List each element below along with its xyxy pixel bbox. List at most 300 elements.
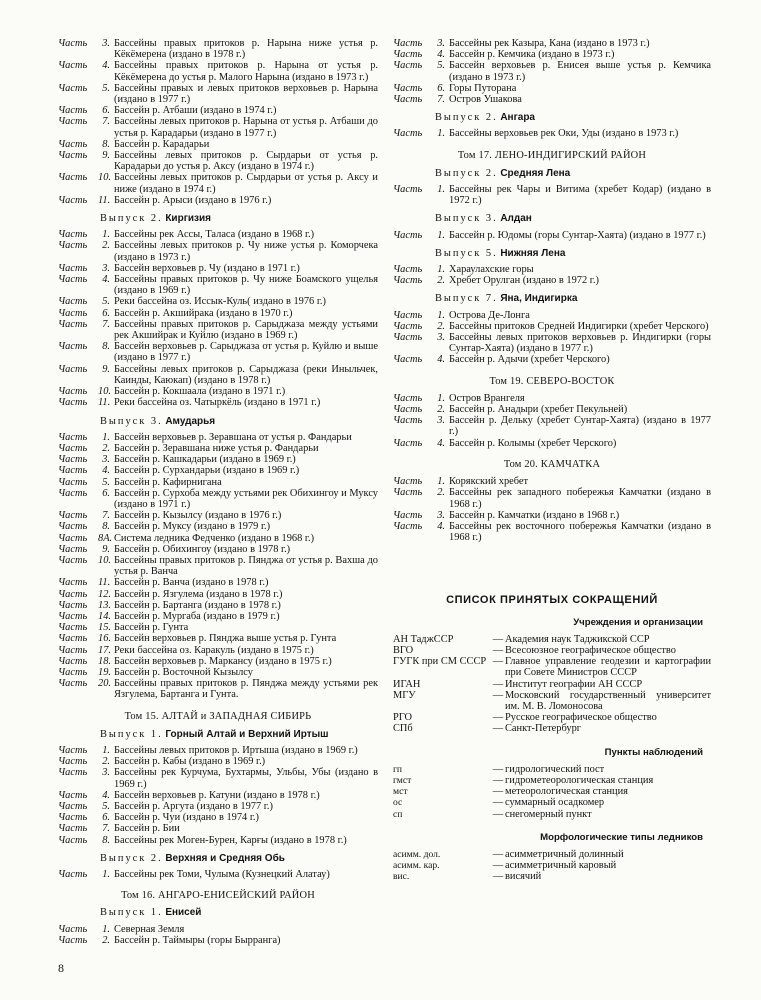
part-label: Часть (58, 38, 88, 49)
part-entry (58, 274, 378, 296)
part-label: Часть (58, 599, 88, 611)
abbreviation-row (393, 860, 711, 871)
part-entry (393, 230, 711, 241)
abbreviation: ИГАН (393, 678, 421, 690)
part-number: 8А. (98, 532, 113, 544)
abbreviation-definition: метеорологическая станция (505, 786, 628, 798)
abbreviation-row (393, 656, 711, 678)
abbreviation-dash: — (492, 689, 504, 701)
parts-list (393, 476, 711, 543)
abbreviation: вис. (393, 871, 410, 883)
parts-list (58, 229, 378, 408)
part-label: Часть (58, 923, 88, 935)
parts-list (393, 310, 711, 366)
part-entry (58, 645, 378, 656)
parts-list (393, 38, 711, 105)
part-number: 3. (102, 767, 110, 779)
part-number: 4. (102, 789, 110, 801)
part-label: Часть (58, 678, 88, 690)
part-number: 11. (98, 194, 111, 206)
part-label: Часть (58, 397, 88, 409)
part-number: 6. (102, 487, 110, 499)
volume-heading: Том 15. АЛТАЙ и ЗАПАДНАЯ СИБИРЬ (124, 710, 312, 722)
part-text: Бассейн р. Кафирнигана (114, 476, 222, 488)
issue-heading: Выпуск 2. Ангара (435, 112, 535, 124)
part-number: 9. (102, 150, 110, 162)
part-text: Корякский хребет (449, 476, 529, 488)
part-label: Часть (58, 633, 88, 645)
part-entry (58, 600, 378, 611)
part-entry (58, 533, 378, 544)
part-number: 1. (437, 128, 445, 140)
part-number: 8. (102, 521, 110, 533)
part-text: Бассейн р. Юдомы (горы Сунтар-Хаята) (издано в 1977 г.) (449, 229, 706, 241)
abbreviation-definition: висячий (505, 871, 542, 883)
part-text: Бассейн р. Анадыри (хребет Пекульней) (449, 404, 628, 416)
part-entry (58, 386, 378, 397)
part-number: 15. (98, 622, 111, 634)
abbreviation-dash: — (492, 797, 504, 809)
abbreviation-row (393, 764, 711, 775)
part-number: 3. (437, 415, 445, 427)
part-entry (58, 432, 378, 443)
part-entry (58, 790, 378, 801)
part-label: Часть (58, 116, 88, 128)
part-label: Часть (58, 465, 88, 477)
part-number: 6. (102, 812, 110, 824)
part-text: Острова Де-Лонга (449, 309, 530, 321)
part-number: 4. (437, 49, 445, 61)
parts-list (58, 432, 378, 701)
part-number: 2. (437, 275, 445, 287)
part-label: Часть (58, 431, 88, 443)
part-number: 7. (102, 510, 110, 522)
issue-heading: Выпуск 1. Горный Алтай и Верхний Иртыш (100, 728, 329, 740)
part-label: Часть (58, 363, 88, 375)
part-text: Бассейны левых притоков р. Сырдарьи от устья р. Карадарьи до устья р. Аксу (издано в 1974 г.) (114, 150, 378, 173)
parts-list (58, 869, 378, 880)
part-label: Часть (58, 577, 88, 589)
part-label: Часть (58, 138, 88, 150)
part-entry (58, 633, 378, 644)
abbreviation: ВГО (393, 644, 414, 656)
part-text: Бассейн верховьев р. Пянджа выше устья р. Гунта (114, 633, 337, 645)
part-text: Реки бассейна оз. Иссык-Куль( издано в 1976 г.) (114, 296, 326, 308)
abbreviation-dash: — (492, 712, 504, 724)
abbreviation-dash: — (492, 723, 504, 735)
abbreviation-row (393, 645, 711, 656)
part-text: Бассейн р. Кабы (издано в 1969 г.) (114, 756, 266, 768)
part-number: 8. (102, 138, 110, 150)
abbreviation-definition: суммарный осадкомер (505, 797, 605, 809)
part-number: 10. (98, 172, 111, 184)
part-label: Часть (58, 744, 88, 756)
part-entry (393, 275, 711, 286)
abbreviation-dash: — (492, 860, 504, 872)
part-entry (58, 656, 378, 667)
part-text: Бассейн р. Адычи (хребет Черского) (449, 354, 610, 366)
abbreviation-definition: Русское географическое общество (505, 712, 657, 724)
part-entry (393, 404, 711, 415)
part-label: Часть (58, 869, 88, 881)
abbreviation-definition: снегомерный пункт (505, 808, 592, 820)
part-entry (58, 521, 378, 532)
parts-list (393, 184, 711, 206)
part-number: 7. (102, 823, 110, 835)
part-text: Хараулахские горы (449, 264, 534, 276)
part-label: Часть (393, 392, 423, 404)
abbreviation: ГУГК при СМ СССР (393, 656, 487, 668)
part-number: 9. (102, 543, 110, 555)
part-number: 4. (102, 274, 110, 286)
part-label: Часть (393, 320, 423, 332)
part-entry (58, 296, 378, 307)
abbreviation-dash: — (492, 644, 504, 656)
part-label: Часть (58, 105, 88, 117)
part-entry (393, 83, 711, 94)
abbreviations-list (393, 849, 711, 883)
part-text: Бассейны левых притоков р. Сырдарьи от устья р. Аксу и ниже (издано в 1974 г.) (114, 172, 378, 195)
part-number: 3. (437, 509, 445, 521)
abbreviation-row (393, 775, 711, 786)
part-number: 7. (102, 116, 110, 128)
part-text: Бассейн р. Карадарьи (114, 138, 210, 150)
part-label: Часть (58, 150, 88, 162)
part-entry (393, 184, 711, 206)
part-text: Реки бассейна оз. Каракуль (издано в 1975 г.) (114, 644, 314, 656)
part-label: Часть (393, 264, 423, 276)
part-label: Часть (58, 789, 88, 801)
part-label: Часть (58, 934, 88, 946)
abbreviation-row (393, 679, 711, 690)
parts-list (58, 38, 378, 206)
abbreviation-definition: асимметричный долинный (505, 848, 624, 860)
part-label: Часть (58, 442, 88, 454)
part-number: 12. (98, 588, 111, 600)
part-entry (393, 415, 711, 437)
abbreviation-row (393, 723, 711, 734)
abbreviation-dash: — (492, 633, 504, 645)
right-column (393, 38, 711, 883)
part-text: Бассейны рек восточного побережья Камчатки (издано в 1968 г.) (449, 520, 711, 544)
part-entry (393, 38, 711, 49)
part-text: Бассейн р. Бартанга (издано в 1978 г.) (114, 599, 281, 611)
part-number: 7. (437, 94, 445, 106)
part-text: Бассейны притоков Средней Индигирки (хребет Черского) (449, 320, 709, 332)
part-label: Часть (58, 229, 88, 241)
part-entry (58, 308, 378, 319)
part-label: Часть (58, 476, 88, 488)
part-number: 8. (102, 834, 110, 846)
part-text: Бассейн р. Ванча (издано в 1978 г.) (114, 577, 269, 589)
part-text: Система ледника Федченко (издано в 1968 г.) (114, 532, 315, 544)
part-label: Часть (58, 655, 88, 667)
abbreviation-row (393, 712, 711, 723)
part-label: Часть (393, 128, 423, 140)
part-label: Часть (58, 296, 88, 308)
abbreviation-definition: асимметричный каровый (505, 860, 617, 872)
part-entry (58, 477, 378, 488)
part-entry (58, 767, 378, 789)
part-label: Часть (393, 49, 423, 61)
part-label: Часть (393, 404, 423, 416)
part-text: Бассейн р. Чуи (издано в 1974 г.) (114, 812, 259, 824)
part-label: Часть (58, 82, 88, 94)
part-number: 2. (102, 756, 110, 768)
part-number: 5. (102, 296, 110, 308)
part-label: Часть (393, 437, 423, 449)
abbreviation: асимм. кар. (393, 860, 440, 872)
part-label: Часть (393, 487, 423, 499)
part-entry (58, 38, 378, 60)
part-number: 16. (98, 633, 111, 645)
part-label: Часть (58, 307, 88, 319)
part-label: Часть (393, 94, 423, 106)
part-entry (393, 487, 711, 509)
part-text: Бассейн р. Мургаба (издано в 1979 г.) (114, 610, 280, 622)
part-entry (58, 341, 378, 363)
part-number: 2. (437, 404, 445, 416)
part-entry (393, 332, 711, 354)
part-entry (393, 321, 711, 332)
part-entry (58, 229, 378, 240)
part-text: Бассейны рек Ассы, Таласа (издано в 1968 г.) (114, 229, 315, 241)
part-label: Часть (58, 240, 88, 252)
part-text: Остров Врангеля (449, 392, 525, 404)
part-number: 4. (437, 520, 445, 532)
part-number: 3. (102, 262, 110, 274)
abbreviation: мст (393, 786, 408, 798)
part-entry (58, 150, 378, 172)
abbreviations-list (393, 764, 711, 820)
abbreviation-dash: — (492, 871, 504, 883)
part-text: Бассейн р. Зеравшана ниже устья р. Фандарьи (114, 442, 319, 454)
abbreviation-dash: — (492, 678, 504, 690)
part-label: Часть (393, 354, 423, 366)
abbreviation-row (393, 797, 711, 808)
left-column (58, 38, 378, 946)
abbreviations-subheading: Пункты наблюдений (604, 746, 703, 758)
part-text: Бассейны левых притоков р. Чу ниже устья р. Коморчека (издано в 1973 г.) (114, 240, 378, 263)
part-label: Часть (58, 510, 88, 522)
part-number: 1. (102, 744, 110, 756)
part-number: 11. (98, 577, 111, 589)
part-entry (58, 924, 378, 935)
part-entry (393, 354, 711, 365)
part-number: 20. (98, 678, 111, 690)
part-entry (58, 364, 378, 386)
part-number: 1. (437, 264, 445, 276)
abbreviation: сп (393, 808, 403, 820)
part-text: Бассейн р. Восточной Кызылсу (114, 666, 253, 678)
part-entry (58, 443, 378, 454)
part-text: Бассейн р. Акшийрака (издано в 1970 г.) (114, 307, 293, 319)
part-label: Часть (393, 184, 423, 196)
part-text: Бассейн верховьев р. Зеравшана от устья р. Фандарьи (114, 431, 352, 443)
part-label: Часть (58, 318, 88, 330)
part-text: Бассейны правых притоков р. Нарына ниже устья р. Кёкёмерена (издано в 1978 г.) (114, 38, 378, 61)
part-entry (393, 510, 711, 521)
page-number: 8 (58, 961, 64, 975)
abbreviation-row (393, 871, 711, 882)
part-label: Часть (58, 521, 88, 533)
part-entry (58, 745, 378, 756)
part-label: Часть (393, 332, 423, 344)
part-number: 1. (102, 431, 110, 443)
issue-heading: Выпуск 2. Киргизия (100, 213, 211, 225)
part-text: Бассейны правых и левых притоков верховьев р. Нарына (издано в 1977 г.) (114, 82, 378, 106)
part-number: 11. (98, 397, 111, 409)
abbreviation-definition: гидрометеорологическая станция (505, 774, 654, 786)
part-entry (58, 835, 378, 846)
part-text: Бассейн р. Аргута (издано в 1977 г.) (114, 801, 273, 812)
part-entry (58, 935, 378, 946)
part-entry (58, 801, 378, 812)
part-text: Бассейн р. Арыси (издано в 1976 г.) (114, 194, 272, 206)
abbreviation-definition: гидрологический пост (505, 763, 605, 775)
part-number: 1. (102, 923, 110, 935)
part-number: 4. (437, 354, 445, 366)
parts-list (393, 230, 711, 241)
part-number: 19. (98, 666, 111, 678)
part-entry (58, 488, 378, 510)
part-label: Часть (58, 610, 88, 622)
part-entry (58, 577, 378, 588)
part-text: Бассейн верховьев р. Енисея выше устья р. Кемчика (издано в 1973 г.) (449, 60, 711, 83)
part-label: Часть (58, 543, 88, 555)
part-text: Бассейны рек Чары и Витима (хребет Кодар) (издано в 1972 г.) (449, 184, 711, 207)
abbreviations-title: СПИСОК ПРИНЯТЫХ СОКРАЩЕНИЙ (446, 594, 658, 607)
part-number: 1. (437, 476, 445, 488)
part-text: Бассейн р. Колымы (хребет Черского) (449, 437, 617, 449)
abbreviation-dash: — (492, 808, 504, 820)
issue-heading: Выпуск 2. Верхняя и Средняя Обь (100, 852, 285, 864)
part-number: 1. (437, 229, 445, 241)
volume-heading: Том 20. КАМЧАТКА (503, 458, 601, 470)
part-text: Бассейн р. Кызылсу (издано в 1976 г.) (114, 510, 282, 522)
part-text: Бассейн верховьев р. Чу (издано в 1971 г.) (114, 262, 300, 274)
part-number: 1. (437, 184, 445, 196)
abbreviation-row (393, 809, 711, 820)
part-label: Часть (58, 588, 88, 600)
part-text: Бассейны верховьев рек Оки, Уды (издано в 1973 г.) (449, 128, 679, 140)
part-text: Горы Путорана (449, 82, 517, 94)
part-number: 18. (98, 655, 111, 667)
part-label: Часть (58, 622, 88, 634)
abbreviation-definition: Институт географии АН СССР (505, 678, 643, 690)
issue-heading: Выпуск 7. Яна, Индигирка (435, 293, 578, 305)
part-number: 3. (437, 38, 445, 49)
part-number: 3. (102, 38, 110, 49)
abbreviation-row (393, 634, 711, 645)
part-label: Часть (393, 60, 423, 72)
part-label: Часть (58, 341, 88, 353)
abbreviation-row (393, 786, 711, 797)
part-text: Бассейн р. Камчатки (издано в 1968 г.) (449, 509, 620, 521)
part-entry (393, 49, 711, 60)
abbreviation-dash: — (492, 774, 504, 786)
parts-list (393, 128, 711, 139)
abbreviation: ос (393, 797, 403, 809)
part-label: Часть (58, 666, 88, 678)
parts-list (393, 393, 711, 449)
part-number: 4. (102, 465, 110, 477)
part-text: Бассейны рек западного побережья Камчатки (издано в 1968 г.) (449, 487, 711, 510)
part-entry (58, 869, 378, 880)
part-label: Часть (393, 82, 423, 94)
part-label: Часть (58, 801, 88, 812)
part-label: Часть (393, 415, 423, 427)
abbreviation-definition: Главное управление геодезии и картографии при Совете Министров СССР (505, 656, 711, 679)
part-label: Часть (58, 554, 88, 566)
part-entry (393, 393, 711, 404)
part-number: 4. (102, 60, 110, 72)
part-entry (58, 195, 378, 206)
parts-list (58, 924, 378, 946)
part-text: Бассейны левых притоков р. Сарыджаза (реки Иныльчек, Каинды, Каюкап) (издано в 1978 г.) (114, 363, 378, 386)
part-text: Бассейн р. Кемчика (издано в 1973 г.) (449, 49, 615, 61)
part-text: Бассейн р. Муксу (издано в 1979 г.) (114, 521, 271, 533)
part-text: Бассейн верховьев р. Катуни (издано в 1978 г.) (114, 789, 320, 801)
part-text: Бассейн р. Сурхандарьи (издано в 1969 г.) (114, 465, 300, 477)
part-number: 6. (437, 82, 445, 94)
part-label: Часть (393, 520, 423, 532)
part-entry (393, 264, 711, 275)
abbreviations-subheading: Учреждения и организации (573, 616, 703, 628)
volume-heading: Том 16. АНГАРО-ЕНИСЕЙСКИЙ РАЙОН (121, 890, 315, 902)
issue-heading: Выпуск 5. Нижняя Лена (435, 247, 566, 259)
volume-heading: Том 17. ЛЕНО-ИНДИГИРСКИЙ РАЙОН (457, 149, 647, 161)
abbreviation: асимм. дол. (393, 848, 441, 860)
parts-list (58, 745, 378, 846)
part-entry (58, 105, 378, 116)
part-entry (393, 128, 711, 139)
part-entry (58, 240, 378, 262)
part-number: 6. (102, 307, 110, 319)
part-text: Бассейны правых притоков р. Пянджа от устья р. Вахша до устья р. Ванча (114, 554, 378, 578)
part-number: 17. (98, 644, 111, 656)
part-text: Бассейны рек Курчума, Бухтармы, Ульбы, Убы (издано в 1969 г.) (114, 767, 378, 790)
part-number: 7. (102, 318, 110, 330)
part-entry (58, 319, 378, 341)
abbreviations-list (393, 634, 711, 735)
part-text: Бассейн р. Дельку (хребет Сунтар-Хаята) (издано в 1977 г.) (449, 415, 711, 438)
part-number: 2. (437, 320, 445, 332)
part-number: 4. (437, 437, 445, 449)
part-number: 2. (102, 442, 110, 454)
abbreviation: АН ТаджССР (393, 633, 454, 645)
part-label: Часть (393, 509, 423, 521)
part-number: 2. (102, 240, 110, 252)
part-number: 14. (98, 610, 111, 622)
part-entry (58, 116, 378, 138)
part-text: Реки бассейна оз. Чатыркёль (издано в 1971 г.) (114, 397, 321, 409)
abbreviation-definition: Академия наук Таджикской ССР (505, 633, 650, 645)
part-label: Часть (393, 309, 423, 321)
abbreviation-definition: Санкт-Петербург (505, 723, 582, 735)
part-label: Часть (393, 476, 423, 488)
part-entry (58, 397, 378, 408)
part-number: 5. (102, 82, 110, 94)
issue-heading: Выпуск 3. Алдан (435, 213, 532, 225)
part-entry (393, 438, 711, 449)
issue-heading: Выпуск 3. Амударья (100, 415, 216, 427)
abbreviation-definition: Московский государственный университет им. М. В. Ломоносова (505, 689, 711, 712)
part-label: Часть (58, 60, 88, 72)
part-entry (58, 465, 378, 476)
abbreviation: РГО (393, 712, 413, 724)
part-entry (58, 756, 378, 767)
